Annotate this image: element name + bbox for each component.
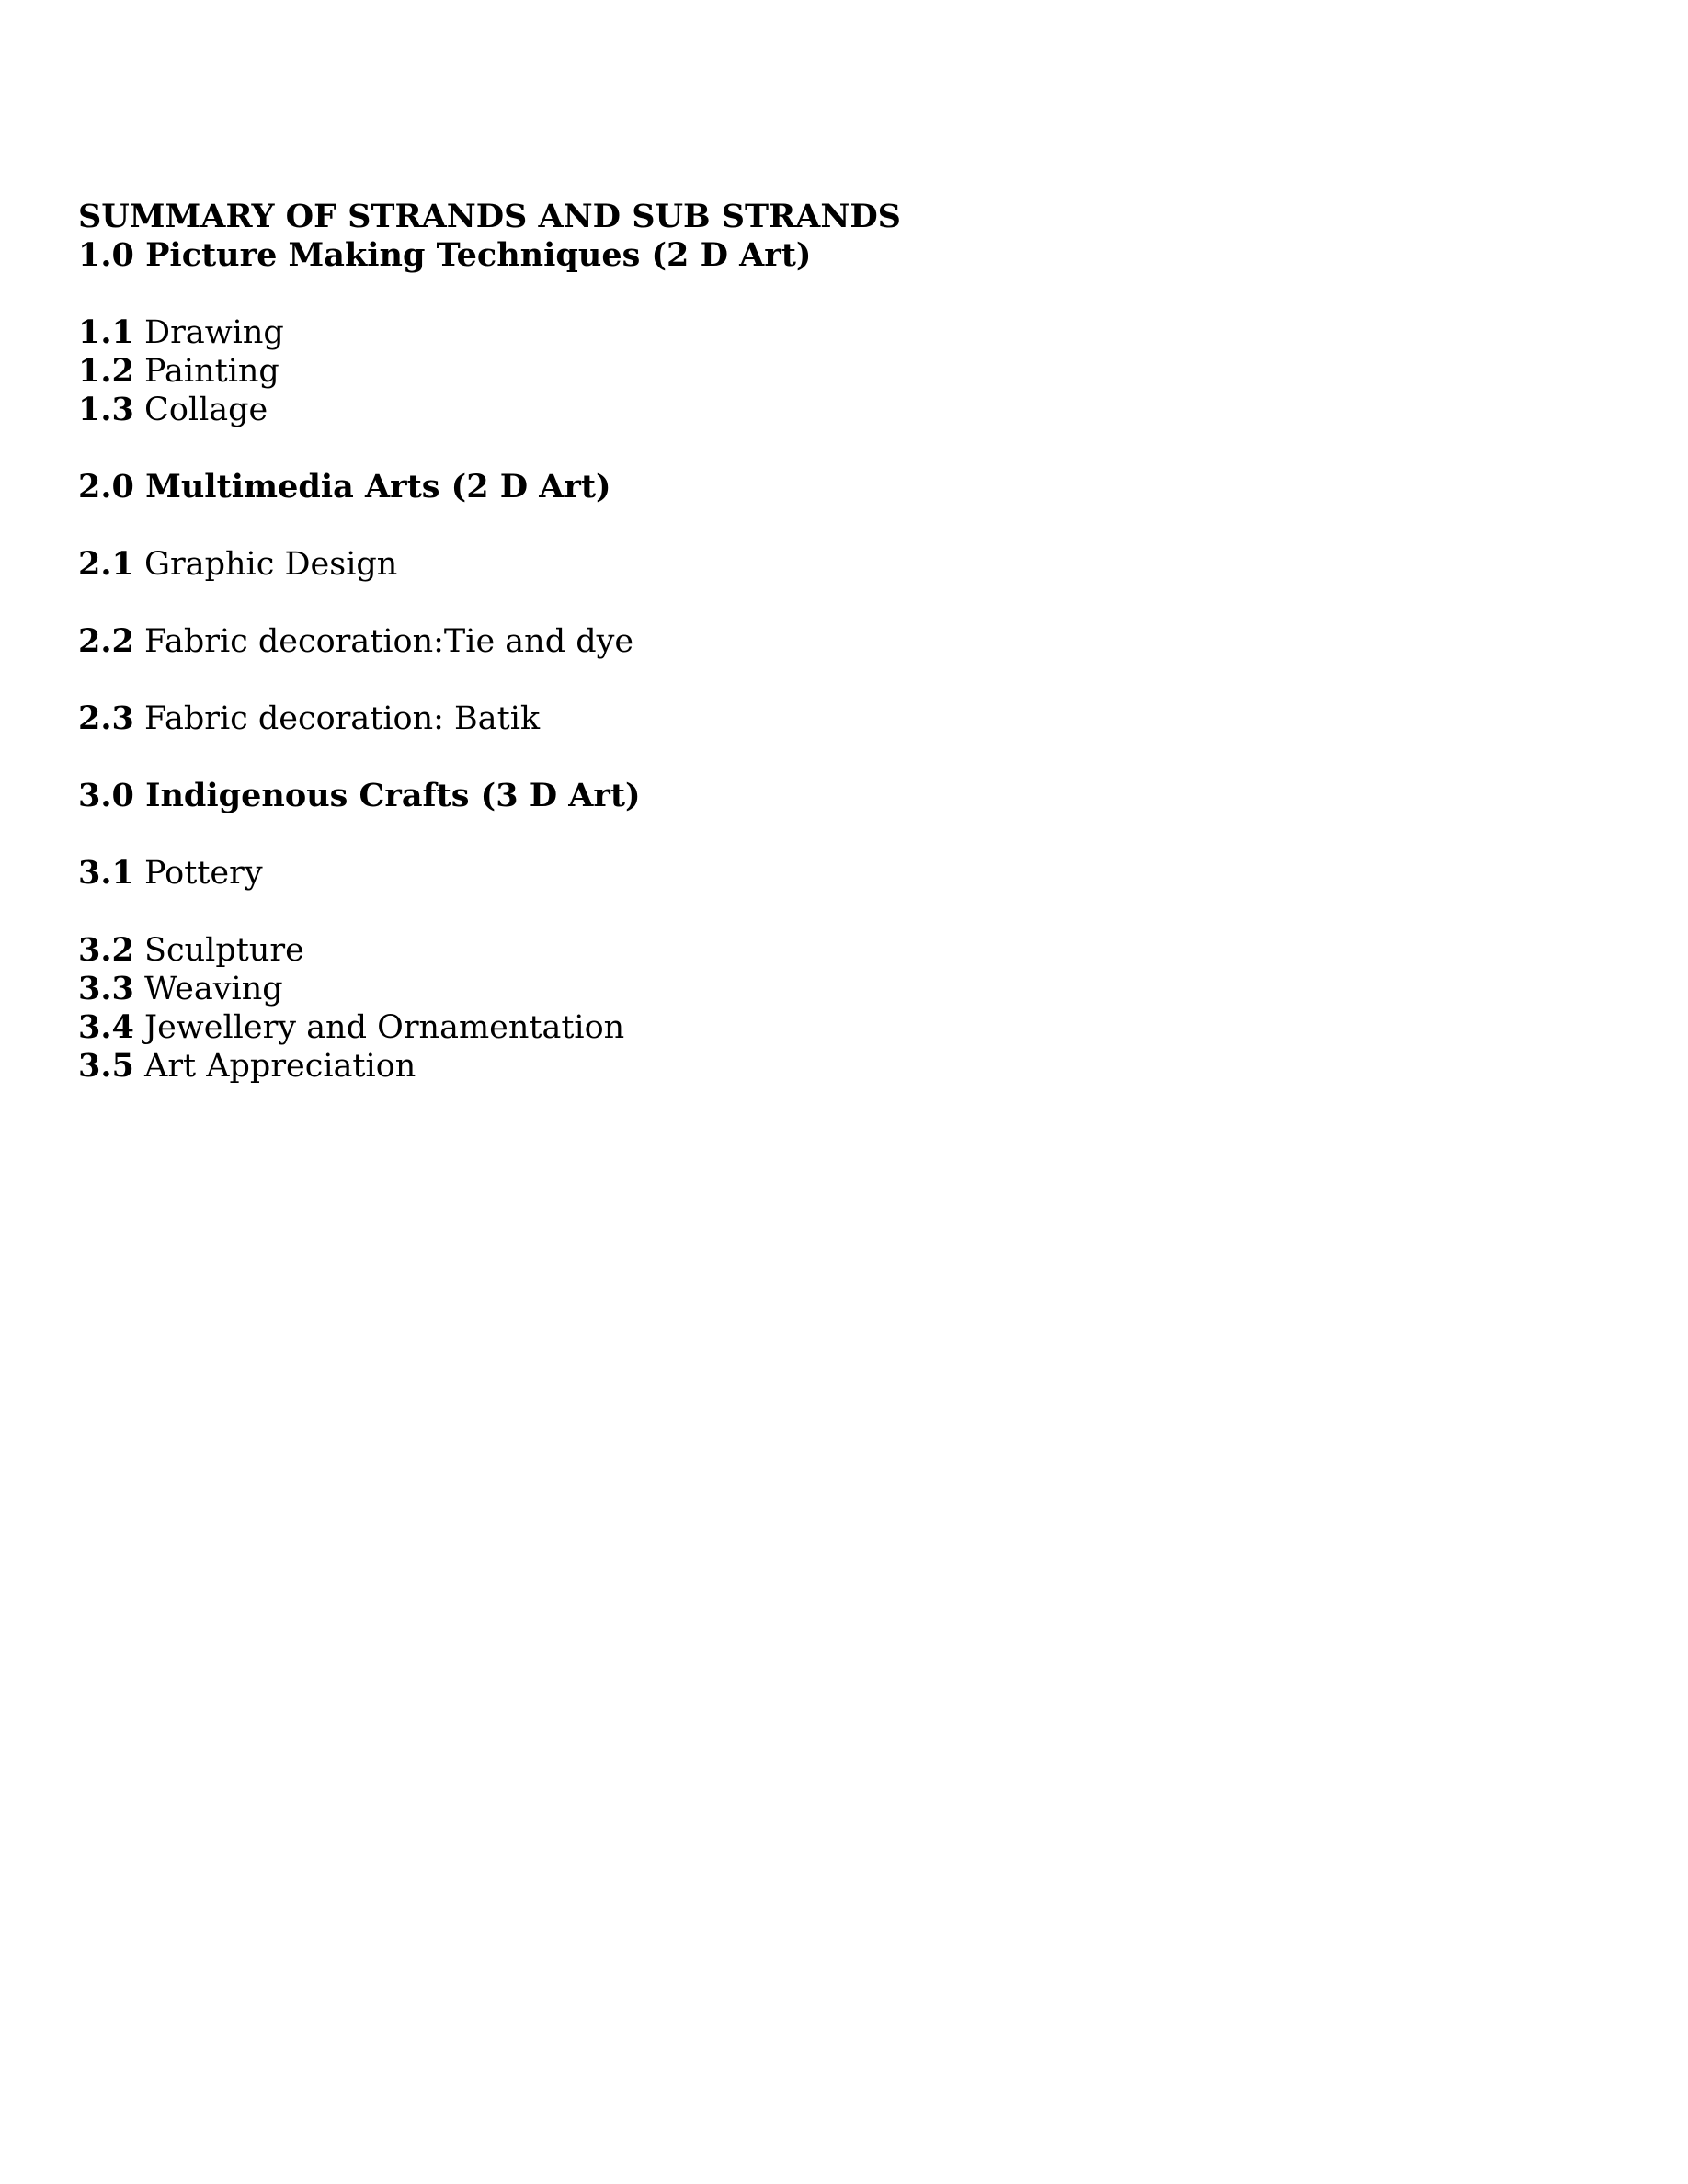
- strand-name: Indigenous Crafts (3 D Art): [145, 777, 641, 814]
- strand-name: Picture Making Techniques (2 D Art): [145, 236, 812, 274]
- sub-strand-name: Art Appreciation: [144, 1048, 416, 1085]
- sub-strand-name: Weaving: [144, 971, 283, 1007]
- sub-strand-number: 2.1: [78, 545, 134, 583]
- strand-name: Multimedia Arts (2 D Art): [145, 468, 611, 506]
- sub-strand-name: Painting: [144, 353, 279, 390]
- sub-strand-number: 3.2: [78, 931, 134, 969]
- sub-strand-3-2: [78, 931, 1595, 970]
- strand-number: 2.0: [78, 468, 134, 506]
- strand-heading-1: [78, 236, 1595, 275]
- strand-heading-2: [78, 468, 1595, 506]
- sub-strand-3-4: [78, 1008, 1595, 1047]
- sub-strand-3-5: [78, 1047, 1595, 1086]
- sub-strand-name: Fabric decoration: Batik: [144, 700, 541, 737]
- sub-strand-name: Collage: [144, 392, 268, 428]
- sub-strand-number: 3.3: [78, 970, 134, 1007]
- sub-strand-2-3: [78, 700, 1595, 738]
- sub-strand-name: Sculpture: [144, 932, 304, 969]
- sub-strand-3-3: [78, 970, 1595, 1008]
- sub-strand-number: 2.2: [78, 622, 134, 660]
- sub-strand-number: 3.5: [78, 1047, 134, 1085]
- sub-strand-3-1: [78, 854, 1595, 893]
- sub-strand-name: Drawing: [144, 314, 284, 351]
- strand-number: 1.0: [78, 236, 134, 274]
- sub-strand-2-1: [78, 545, 1595, 584]
- sub-strand-2-2: [78, 622, 1595, 661]
- document-page: [78, 198, 1595, 1086]
- strand-heading-3: [78, 777, 1595, 815]
- sub-strand-name: Pottery: [144, 855, 263, 892]
- sub-strand-name: Fabric decoration:Tie and dye: [144, 623, 634, 660]
- sub-strand-number: 3.1: [78, 854, 134, 892]
- sub-strand-number: 2.3: [78, 700, 134, 737]
- sub-strand-1-1: [78, 313, 1595, 352]
- sub-strand-number: 3.4: [78, 1008, 134, 1046]
- sub-strand-name: Jewellery and Ornamentation: [144, 1009, 625, 1046]
- sub-strand-1-3: [78, 391, 1595, 429]
- document-title: SUMMARY OF STRANDS AND SUB STRANDS: [78, 198, 901, 235]
- sub-strand-number: 1.1: [78, 313, 134, 351]
- strand-number: 3.0: [78, 777, 134, 814]
- sub-strand-1-2: [78, 352, 1595, 391]
- sub-strand-number: 1.2: [78, 352, 134, 390]
- sub-strand-number: 1.3: [78, 391, 134, 428]
- sub-strand-name: Graphic Design: [144, 546, 398, 583]
